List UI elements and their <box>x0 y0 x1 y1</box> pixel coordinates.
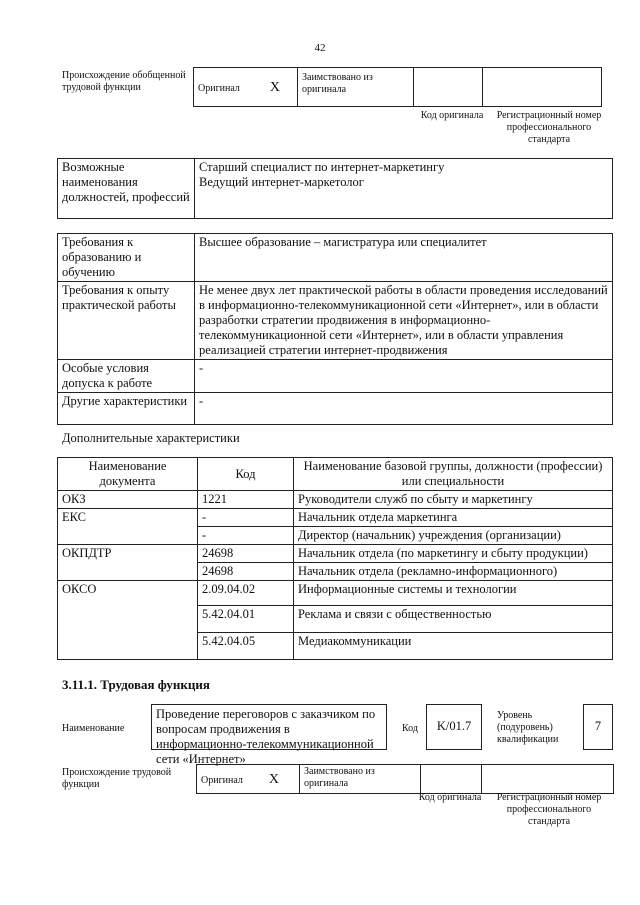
name-cell: Реклама и связи с общественностью <box>294 606 613 633</box>
positions-table <box>57 158 613 219</box>
origin-top-original: Оригинал X <box>194 68 298 107</box>
function-level-label: Уровень (подуровень) квалификации <box>497 710 559 745</box>
origin-bottom-code-cell <box>421 765 482 794</box>
header-code: Код <box>198 458 294 491</box>
position-item: Ведущий интернет-маркетолог <box>199 175 364 189</box>
additional-heading: Дополнительные характеристики <box>62 431 240 445</box>
table-row <box>58 581 613 606</box>
name-cell: Информационные системы и технологии <box>294 581 613 606</box>
function-level-value: 7 <box>583 704 613 750</box>
function-code-value: K/01.7 <box>426 704 482 750</box>
position-item: Старший специалист по интернет-маркетингу <box>199 160 445 174</box>
positions-values <box>195 159 613 219</box>
page-number: 42 <box>314 42 326 54</box>
name-cell: Начальник отдела (рекламно-информационного) <box>294 563 613 581</box>
origin-top-mark: X <box>269 80 281 95</box>
function-code-label: Код <box>402 723 418 734</box>
origin-top-reg-caption: Регистрационный номер профессионального стандарта <box>496 110 602 145</box>
header-doc: Наименование документа <box>58 458 198 491</box>
origin-bottom-mark: X <box>268 772 280 787</box>
origin-top-code-cell <box>414 68 483 107</box>
header-name: Наименование базовой группы, должности (профессии) или специальности <box>294 458 613 491</box>
name-cell: Начальник отдела маркетинга <box>294 509 613 527</box>
origin-bottom-original: Оригинал X <box>197 765 300 794</box>
additional-table <box>57 457 613 660</box>
doc-cell: ЕКС <box>58 509 198 545</box>
code-cell: - <box>198 527 294 545</box>
origin-bottom-table <box>196 764 614 794</box>
special-value: - <box>195 360 613 393</box>
origin-bottom-label: Происхождение трудовой функции <box>62 767 172 790</box>
code-cell: 5.42.04.01 <box>198 606 294 633</box>
name-cell: Медиакоммуникации <box>294 633 613 660</box>
origin-bottom-code-caption: Код оригинала <box>418 792 482 803</box>
origin-top-label: Происхождение обобщенной трудовой функции <box>62 70 186 93</box>
function-name-value: Проведение переговоров с заказчиком по вопросам продвижения в информационно-телекоммуникационной сети «Интернет» <box>151 704 387 750</box>
requirements-table <box>57 233 613 425</box>
table-row <box>58 545 613 563</box>
doc-cell: ОКПДТР <box>58 545 198 581</box>
code-cell: 2.09.04.02 <box>198 581 294 606</box>
experience-label: Требования к опыту практической работы <box>58 282 195 360</box>
special-label: Особые условия допуска к работе <box>58 360 195 393</box>
code-cell: - <box>198 509 294 527</box>
function-heading: 3.11.1. Трудовая функция <box>62 677 210 692</box>
function-name-label: Наименование <box>62 723 125 734</box>
code-cell: 24698 <box>198 545 294 563</box>
doc-cell: ОКЗ <box>58 491 198 509</box>
name-cell: Руководители служб по сбыту и маркетингу <box>294 491 613 509</box>
other-value: - <box>195 393 613 425</box>
code-cell: 1221 <box>198 491 294 509</box>
code-cell: 5.42.04.05 <box>198 633 294 660</box>
table-row <box>58 491 613 509</box>
positions-label: Возможные наименования должностей, профессий <box>58 159 195 219</box>
table-row <box>58 509 613 527</box>
origin-top-borrowed: Заимствовано из оригинала <box>298 68 414 107</box>
origin-top-table <box>193 67 602 107</box>
origin-bottom-borrowed: Заимствовано из оригинала <box>300 765 421 794</box>
origin-bottom-reg-cell <box>482 765 614 794</box>
code-cell: 24698 <box>198 563 294 581</box>
doc-cell: ОКСО <box>58 581 198 660</box>
name-cell: Директор (начальник) учреждения (организации) <box>294 527 613 545</box>
origin-bottom-reg-caption: Регистрационный номер профессионального стандарта <box>496 792 602 827</box>
other-label: Другие характеристики <box>58 393 195 425</box>
experience-value: Не менее двух лет практической работы в области проведения исследований в информационно-телекоммуникационной сети «Интернет», или в области разработки стратегии продвижения в информационно-телекоммуникационной сети «Интернет», или в области управления реализацией стратегии интернет-продвижения <box>195 282 613 360</box>
name-cell: Начальник отдела (по маркетингу и сбыту продукции) <box>294 545 613 563</box>
origin-top-code-caption: Код оригинала <box>420 110 484 121</box>
education-value: Высшее образование – магистратура или специалитет <box>195 234 613 282</box>
origin-top-reg-cell <box>483 68 602 107</box>
education-label: Требования к образованию и обучению <box>58 234 195 282</box>
